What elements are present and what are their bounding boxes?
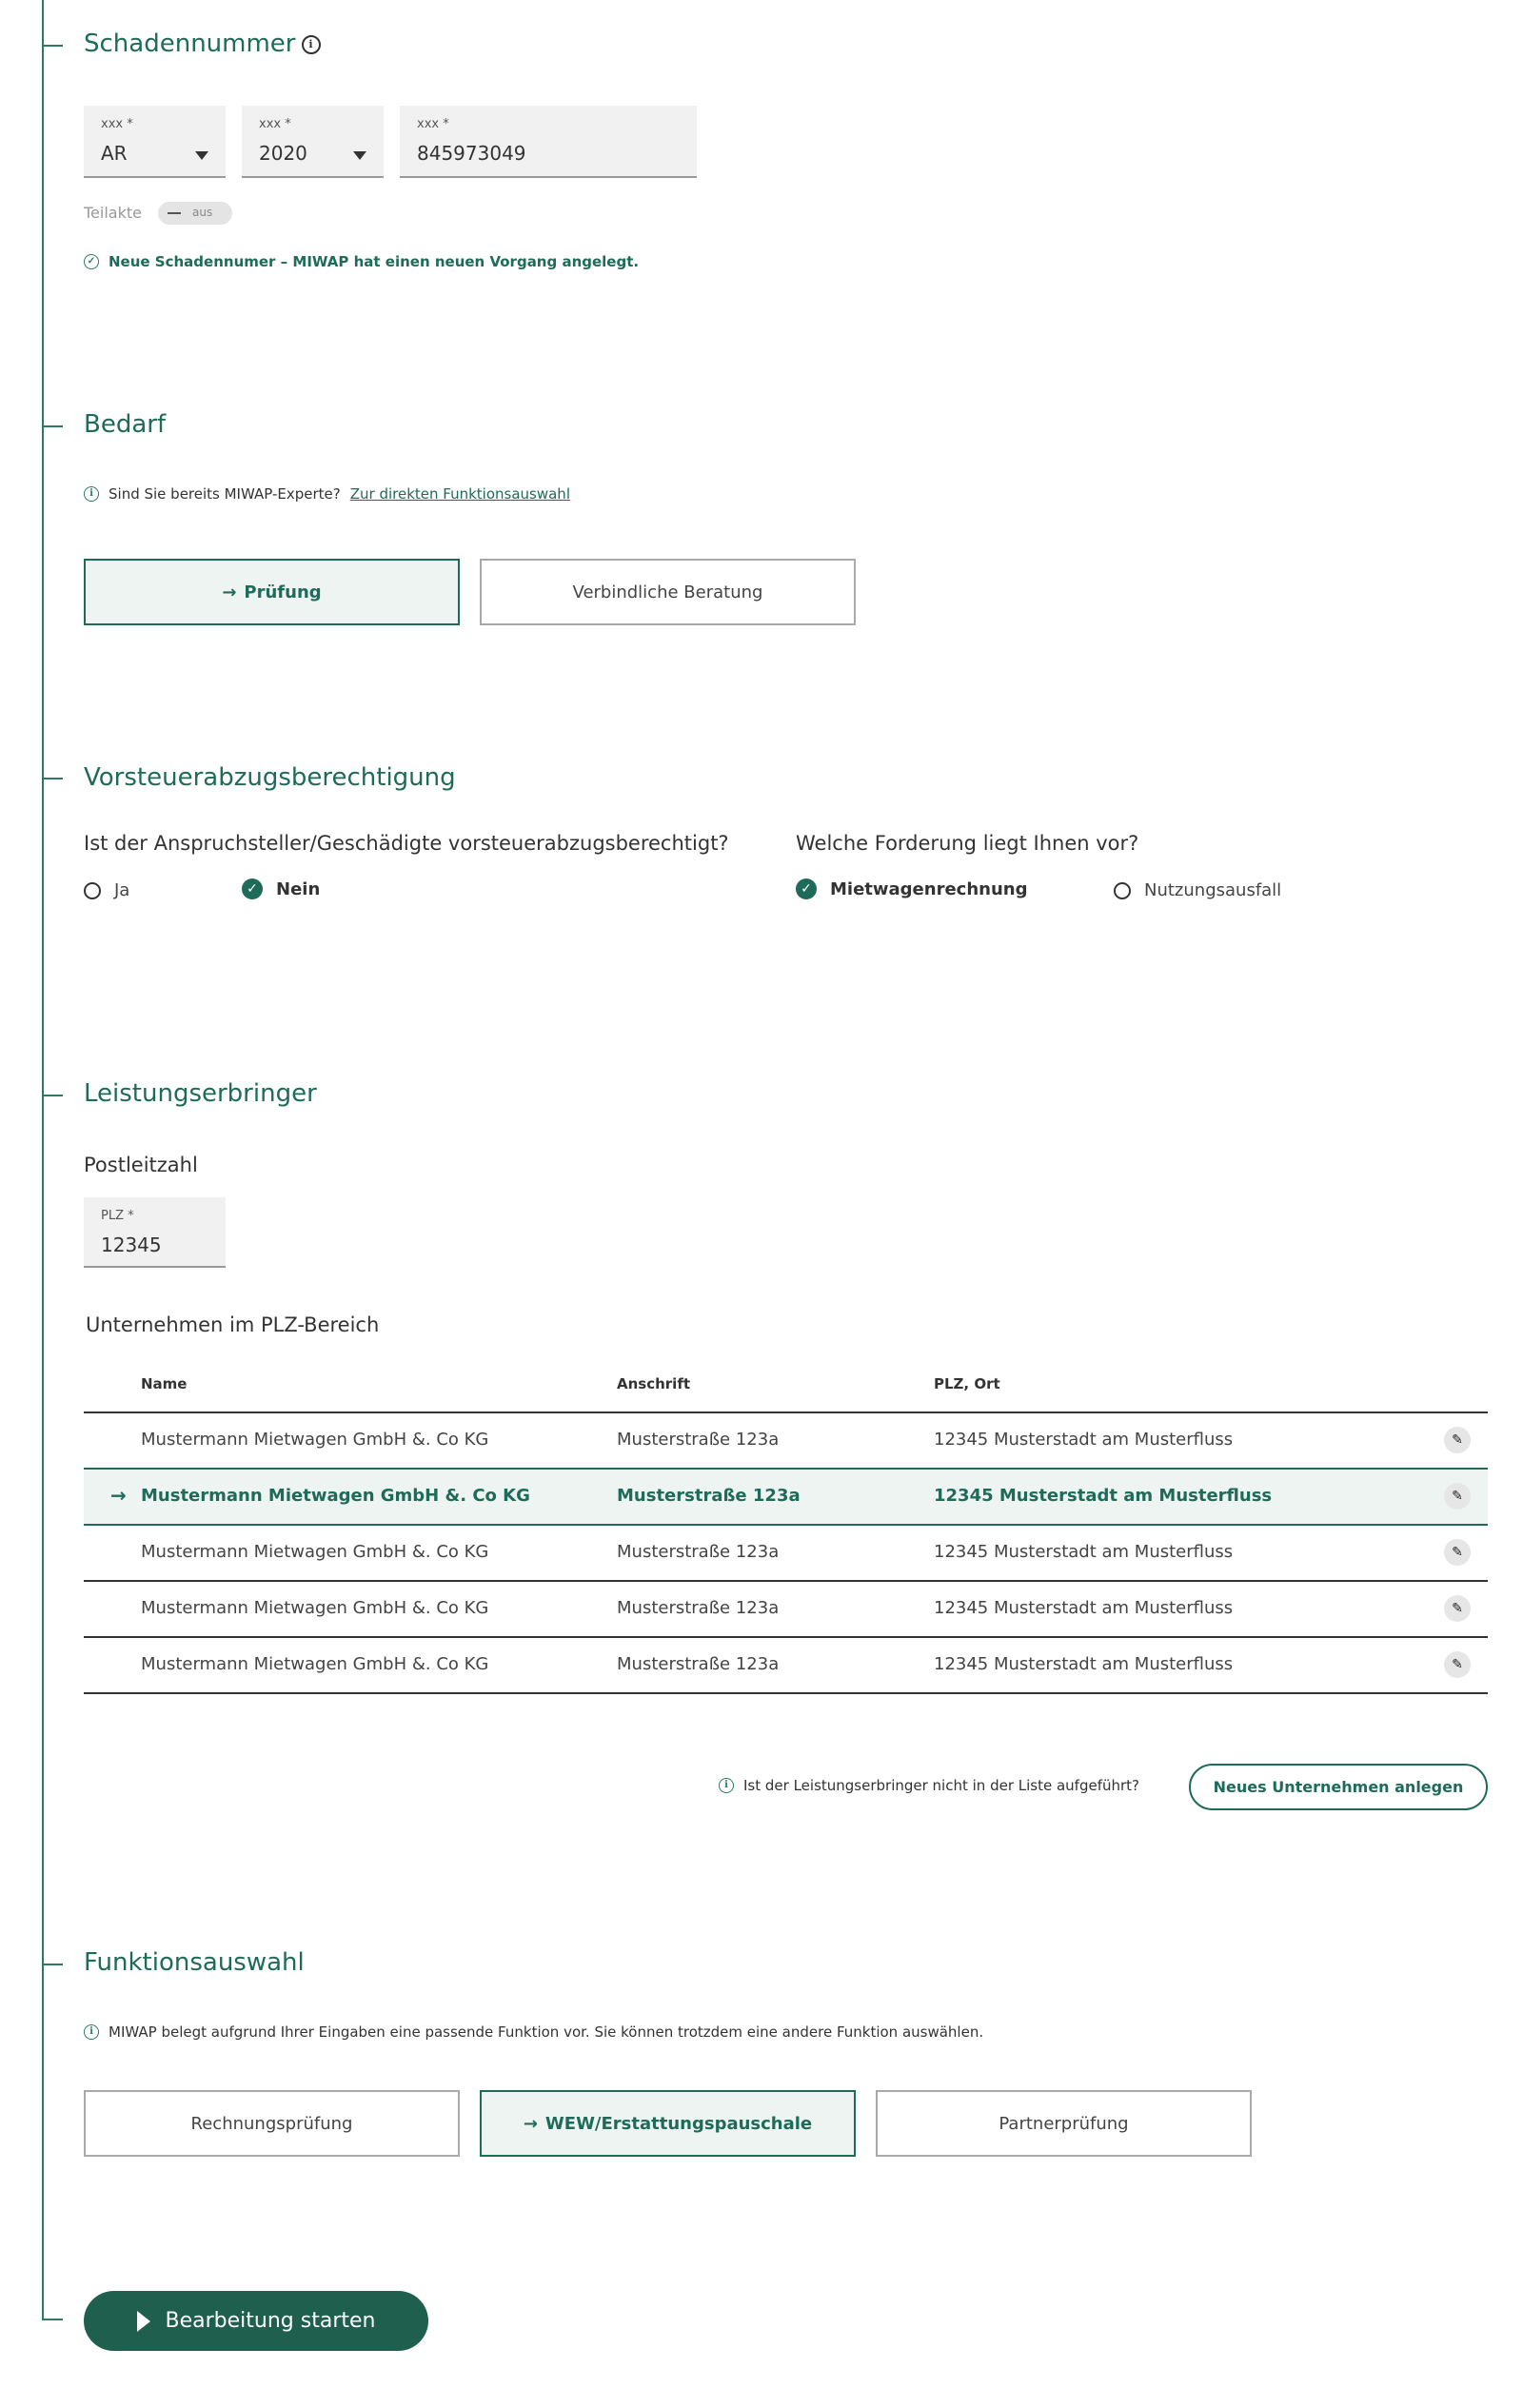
status-message [84,253,639,270]
option-label: Verbindliche Beratung [572,582,763,602]
table-row[interactable] [84,1638,1488,1694]
field-value: 12345 [101,1234,162,1256]
option-beratung-button[interactable] [480,559,856,625]
function-label: Rechnungsprüfung [190,2113,353,2134]
table-row[interactable] [84,1526,1488,1582]
new-company-label: Neues Unternehmen anlegen [1213,1778,1464,1796]
cell-address: Musterstraße 123a [617,1654,780,1674]
companies-table [84,1356,1488,1694]
claim-title: Schadennummer [84,30,296,58]
edit-icon[interactable]: ✎ [1444,1539,1471,1566]
radio-nutzungsausfall[interactable] [1114,880,1281,900]
table-row[interactable] [84,1413,1488,1470]
cell-city: 12345 Musterstadt am Musterfluss [934,1598,1234,1618]
direct-function-link[interactable]: Zur direkten Funktionsauswahl [349,485,570,503]
edit-icon[interactable]: ✎ [1444,1595,1471,1622]
status-message-text: Neue Schadennumer – MIWAP hat einen neuen Vorgang angelegt. [109,253,640,270]
info-icon: i [84,2024,99,2040]
function-wew-button[interactable] [480,2090,856,2157]
column-header-address: Anschrift [617,1375,691,1392]
function-hint-text: MIWAP belegt aufgrund Ihrer Eingaben eine passende Funktion vor. Sie können trotzdem eine andere Funktion auswählen. [109,2023,984,2041]
cell-city: 12345 Musterstadt am Musterfluss [934,1542,1234,1562]
cell-address: Musterstraße 123a [617,1542,780,1562]
cell-name: Mustermann Mietwagen GmbH &. Co KG [141,1486,530,1506]
radio-nein[interactable] [242,878,320,899]
partial-file-label: Teilakte [84,204,142,222]
radio-label: Mietwagenrechnung [830,878,1028,899]
not-listed-hint [719,1777,1139,1794]
arrow-right-icon: → [523,2113,538,2134]
timeline-tick [42,1095,63,1096]
section-title-claim [84,30,321,58]
cell-city: 12345 Musterstadt am Musterfluss [934,1430,1234,1450]
edit-icon[interactable]: ✎ [1444,1651,1471,1678]
table-header [84,1356,1488,1413]
expert-hint [84,485,570,503]
info-icon: i [719,1778,734,1793]
radio-circle [84,882,101,899]
cell-name: Mustermann Mietwagen GmbH &. Co KG [141,1654,489,1674]
caret-down-icon [195,151,208,160]
companies-heading: Unternehmen im PLZ-Bereich [86,1313,380,1336]
cell-address: Musterstraße 123a [617,1598,780,1618]
claim-type-question: Welche Forderung liegt Ihnen vor? [796,832,1139,855]
radio-label: Ja [114,880,130,900]
radio-ja[interactable] [84,880,129,900]
claim-year-select[interactable] [242,106,384,178]
zip-input[interactable] [84,1197,226,1268]
timeline-tick [42,2319,63,2320]
check-icon: ✓ [242,878,263,899]
cell-name: Mustermann Mietwagen GmbH &. Co KG [141,1430,489,1450]
cell-name: Mustermann Mietwagen GmbH &. Co KG [141,1542,489,1562]
option-label: Prüfung [244,582,322,602]
claim-prefix-select[interactable] [84,106,226,178]
section-title-provider: Leistungserbringer [84,1079,317,1108]
radio-label: Nein [276,878,321,899]
cell-name: Mustermann Mietwagen GmbH &. Co KG [141,1598,489,1618]
start-processing-label: Bearbeitung starten [165,2309,376,2333]
field-value: 845973049 [417,142,526,165]
function-rechnungspruefung-button[interactable] [84,2090,460,2157]
timeline-tick [42,425,63,427]
play-icon [137,2311,150,2332]
field-label: xxx * [259,117,291,131]
function-hint [84,2023,983,2041]
arrow-right-icon: → [110,1484,127,1507]
partial-file-toggle[interactable] [158,202,232,225]
radio-circle [1114,882,1131,899]
table-row[interactable] [84,1582,1488,1638]
column-header-city: PLZ, Ort [934,1375,1000,1392]
not-listed-hint-text: Ist der Leistungserbringer nicht in der Liste aufgeführt? [743,1777,1140,1794]
field-label: xxx * [101,117,133,131]
check-circle-icon: ✓ [84,254,99,269]
info-icon: i [84,486,99,502]
check-icon: ✓ [796,878,817,899]
zip-heading: Postleitzahl [84,1154,198,1176]
cell-address: Musterstraße 123a [617,1486,801,1506]
timeline-tick [42,1964,63,1965]
arrow-right-icon: → [222,582,237,602]
expert-hint-text: Sind Sie bereits MIWAP-Experte? [109,485,341,503]
function-label: WEW/Erstattungspauschale [544,2113,813,2134]
caret-down-icon [353,151,366,160]
field-label: xxx * [417,117,449,131]
option-pruefung-button[interactable] [84,559,460,625]
table-row-selected[interactable] [84,1468,1488,1526]
cell-address: Musterstraße 123a [617,1430,780,1450]
toggle-knob [168,212,181,214]
start-processing-button[interactable] [84,2291,428,2351]
claim-number-input[interactable] [400,106,697,178]
radio-mietwagenrechnung[interactable] [796,878,1027,899]
field-value: AR [101,142,128,165]
section-title-need: Bedarf [84,410,167,439]
new-company-button[interactable] [1189,1764,1488,1810]
tax-question: Ist der Anspruchsteller/Geschädigte vorsteuerabzugsberechtigt? [84,832,729,855]
section-title-tax: Vorsteuerabzugsberechtigung [84,763,456,792]
timeline-line [42,0,44,2319]
function-partnerpruefung-button[interactable] [876,2090,1252,2157]
field-label: PLZ * [101,1209,134,1223]
cell-city: 12345 Musterstadt am Musterfluss [934,1654,1234,1674]
section-title-functions: Funktionsauswahl [84,1948,305,1977]
timeline-tick [42,45,63,47]
timeline-tick [42,778,63,780]
radio-label: Nutzungsausfall [1144,880,1282,900]
edit-icon[interactable]: ✎ [1444,1427,1471,1453]
column-header-name: Name [141,1375,188,1392]
edit-icon[interactable]: ✎ [1444,1483,1471,1510]
info-icon[interactable]: i [302,35,321,54]
function-label: Partnerprüfung [999,2113,1129,2134]
field-value: 2020 [259,142,307,165]
toggle-state-label: aus [192,206,213,219]
cell-city: 12345 Musterstadt am Musterfluss [934,1486,1273,1506]
